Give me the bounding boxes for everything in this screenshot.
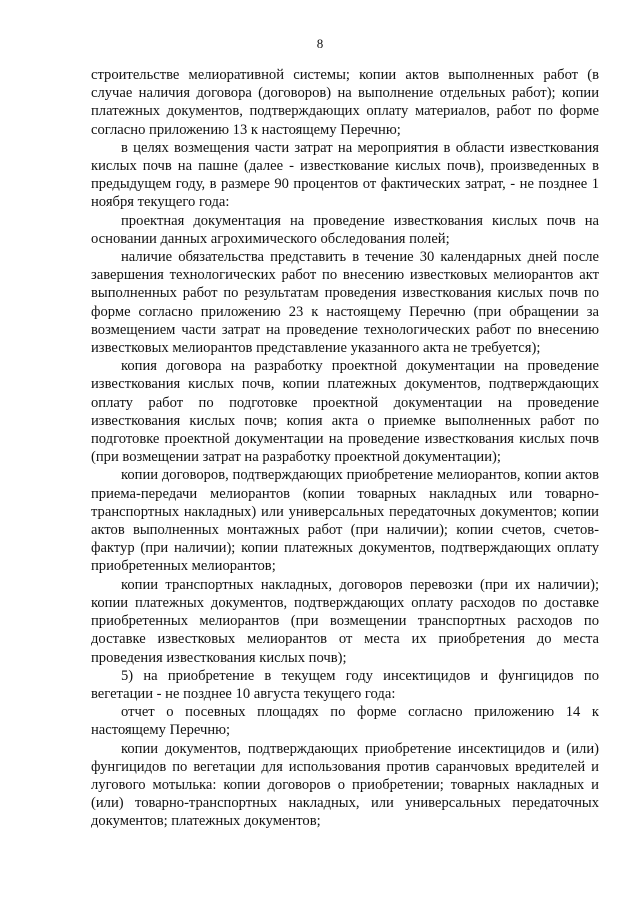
paragraph-item-5: 5) на приобретение в текущем году инсектицидов и фунгицидов по вегетации - не позднее 10 августа текущего года: xyxy=(91,667,599,702)
paragraph-continuation: строительстве мелиоративной системы; копии актов выполненных работ (в случае наличия договора (договоров) на выполнение отдельных работ); копии платежных документов, подтверждающих оплату материалов, работ по форме согласно приложению 13 к настоящему Перечню; xyxy=(91,67,599,138)
paragraph-sowing-report: отчет о посевных площадях по форме согласно приложению 14 к настоящему Перечню; xyxy=(91,704,599,739)
paragraph-insecticide-documents: копии документов, подтверждающих приобретение инсектицидов и (или) фунгицидов по вегетации для использования против саранчовых вредителей и лугового мотылька: копии договоров о приобретении; товарных накладных и (или) товарно-транспортных накладных, или универсальных передаточных документов; платежных документов; xyxy=(91,740,599,830)
paragraph-ameliorant-contracts: копии договоров, подтверждающих приобретение мелиорантов, копии актов приема-передачи мелиорантов (копии товарных накладных или товарно-транспортных накладных) или универсальных передаточных документов; копии актов выполненных монтажных работ (при наличии); копии счетов, счетов-фактур (при наличии); копии платежных документов, подтверждающих оплату приобретенных мелиорантов; xyxy=(91,467,599,575)
paragraph-design-contract: копия договора на разработку проектной документации на проведение известкования кислых почв, копии платежных документов, подтверждающих оплату работ по подготовке проектной документации на проведение известкования кислых почв; копия акта о приемке выполненных работ по подготовке проектной документации на проведение известкования кислых почв (при возмещении затрат на разработку проектной документации); xyxy=(91,358,599,466)
document-body xyxy=(91,66,599,831)
page-number: 8 xyxy=(316,36,324,51)
paragraph-obligation: наличие обязательства представить в течение 30 календарных дней после завершения технологических работ по внесению известковых мелиорантов акт выполненных работ по результатам проведения известкования кислых почв по форме согласно приложению 23 к настоящему Перечню (при обращении за возмещением части затрат на проведение технологических работ по внесению известковых мелиорантов представление указанного акта не требуется); xyxy=(91,249,599,357)
paragraph-liming-intro: в целях возмещения части затрат на мероприятия в области известкования кислых почв на пашне (далее - известкование кислых почв), произведенных в предыдущем году, в размере 90 процентов от фактических затрат, - не позднее 1 ноября текущего года: xyxy=(91,139,599,211)
paragraph-transport-invoices: копии транспортных накладных, договоров перевозки (при их наличии); копии платежных документов, подтверждающих оплату расходов по доставке приобретенных мелиорантов (при возмещении транспортных расходов по доставке известковых мелиорантов от места их приобретения до места проведения известкования кислых почв); xyxy=(91,576,599,666)
paragraph-project-documentation: проектная документация на проведение известкования кислых почв на основании данных агрохимического обследования полей; xyxy=(91,212,599,247)
